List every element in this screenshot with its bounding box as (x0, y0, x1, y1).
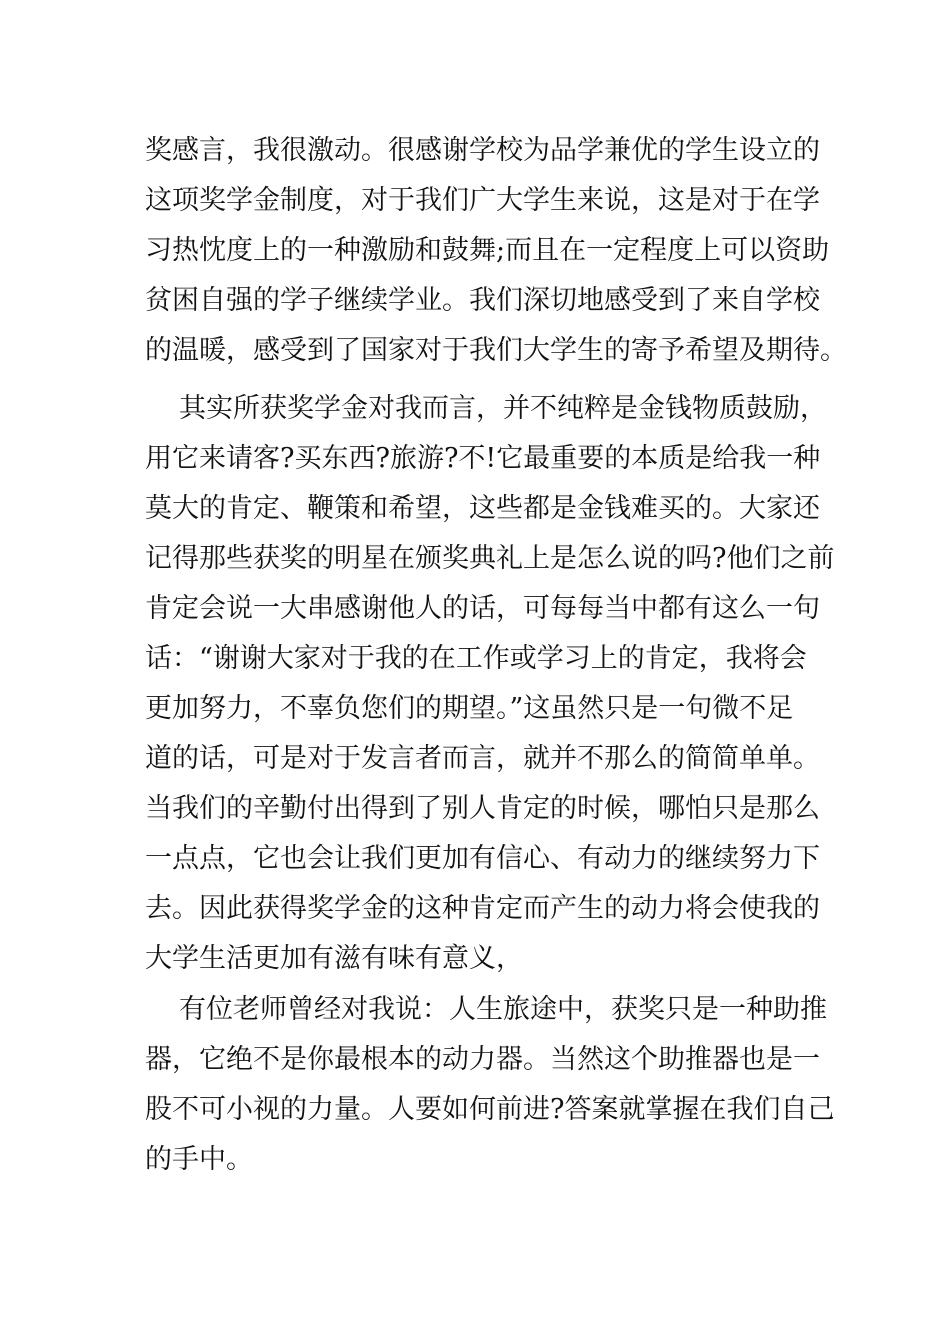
paragraph-line: 肯定会说一大串感谢他人的话，可每每当中都有这么一句 (145, 593, 820, 624)
paragraph-line: 奖感言，我很激动。很感谢学校为品学兼优的学生设立的 (145, 135, 820, 166)
paragraph-line: 更加努力，不辜负您们的期望。”这虽然只是一句微不足 (145, 693, 794, 724)
paragraph-line: 这项奖学金制度，对于我们广大学生来说，这是对于在学 (145, 185, 820, 216)
paragraph-line: 习热忱度上的一种激励和鼓舞;而且在一定程度上可以资助 (145, 235, 830, 266)
paragraph-line: 记得那些获奖的明星在颁奖典礼上是怎么说的吗?他们之前 (145, 543, 835, 574)
paragraph-line: 话：“谢谢大家对于我的在工作或学习上的肯定，我将会 (145, 643, 807, 674)
paragraph-3 (145, 985, 835, 1185)
paragraph-line: 器，它绝不是你最根本的动力器。当然这个助推器也是一 (145, 1044, 820, 1075)
paragraph-line: 去。因此获得奖学金的这种肯定而产生的动力将会使我的 (145, 893, 820, 924)
paragraph-line: 有位老师曾经对我说：人生旅途中，获奖只是一种助推 (179, 994, 827, 1025)
paragraph-line: 用它来请客?买东西?旅游?不!它最重要的本质是给我一种 (145, 443, 821, 474)
paragraph-line: 股不可小视的力量。人要如何前进?答案就掌握在我们自己 (145, 1094, 835, 1125)
paragraph-2 (145, 384, 835, 984)
paragraph-line: 的手中。 (145, 1144, 253, 1175)
paragraph-line: 道的话，可是对于发言者而言，就并不那么的简简单单。 (145, 743, 820, 774)
paragraph-line: 贫困自强的学子继续学业。我们深切地感受到了来自学校 (145, 285, 820, 316)
paragraph-1 (145, 126, 847, 376)
paragraph-line: 莫大的肯定、鞭策和希望，这些都是金钱难买的。大家还 (145, 493, 820, 524)
paragraph-line: 大学生活更加有滋有味有意义， (145, 943, 523, 974)
paragraph-line: 其实所获奖学金对我而言，并不纯粹是金钱物质鼓励， (179, 393, 827, 424)
paragraph-line: 一点点，它也会让我们更加有信心、有动力的继续努力下 (145, 843, 820, 874)
paragraph-line: 当我们的辛勤付出得到了别人肯定的时候，哪怕只是那么 (145, 793, 820, 824)
paragraph-line: 的温暖，感受到了国家对于我们大学生的寄予希望及期待。 (145, 335, 847, 366)
